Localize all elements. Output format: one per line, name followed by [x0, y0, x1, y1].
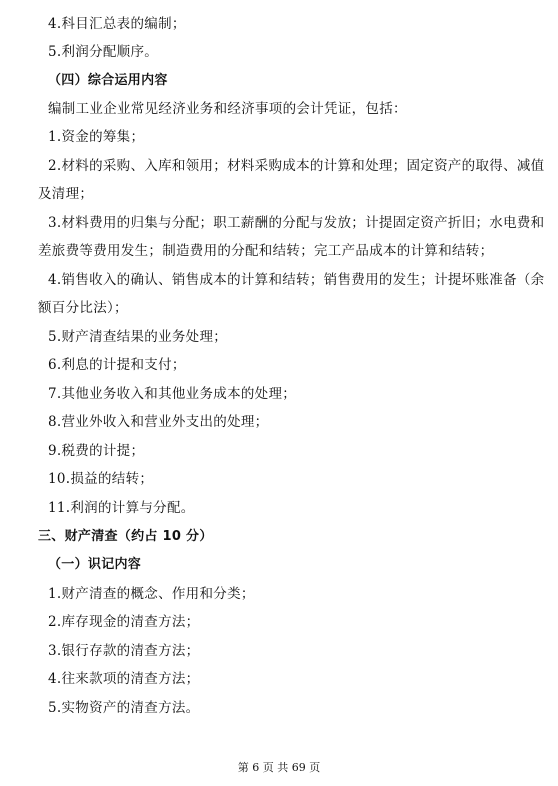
list-item: 1.财产清查的概念、作用和分类； — [48, 586, 255, 602]
list-item: 4.销售收入的确认、销售成本的计算和结转；销售费用的发生；计提坏账准备（余 — [48, 272, 545, 288]
list-item: 10.损益的结转； — [48, 471, 154, 487]
section-heading: （一）识记内容 — [48, 557, 142, 572]
list-item: 2.库存现金的清查方法； — [48, 614, 200, 630]
list-item-continuation: 额百分比法）； — [38, 300, 128, 316]
list-item-continuation: 及清理； — [38, 186, 94, 202]
list-item: 5.实物资产的清查方法。 — [48, 700, 200, 716]
list-item: 2.材料的采购、入库和领用；材料采购成本的计算和处理；固定资产的取得、减值 — [48, 158, 545, 174]
list-item: 1.资金的筹集； — [48, 129, 145, 145]
list-item: 7.其他业务收入和其他业务成本的处理； — [48, 386, 297, 402]
list-item: 4.往来款项的清查方法； — [48, 671, 200, 687]
list-item: 3.银行存款的清查方法； — [48, 643, 200, 659]
paragraph: 编制工业企业常见经济业务和经济事项的会计凭证，包括： — [48, 101, 407, 117]
list-item: 3.材料费用的归集与分配；职工薪酬的分配与发放；计提固定资产折旧；水电费和 — [48, 215, 545, 231]
list-item: 11.利润的计算与分配。 — [48, 500, 195, 516]
list-item: 6.利息的计提和支付； — [48, 357, 186, 373]
list-item-continuation: 差旅费等费用发生；制造费用的分配和结转；完工产品成本的计算和结转； — [38, 243, 494, 259]
list-item: 9.税费的计提； — [48, 443, 145, 459]
list-item: 5.财产清查结果的业务处理； — [48, 329, 228, 345]
chapter-heading: 三、财产清查（约占 10 分） — [38, 529, 213, 544]
list-item: 8.营业外收入和营业外支出的处理； — [48, 414, 269, 430]
section-heading: （四）综合运用内容 — [48, 73, 168, 88]
list-item: 5.利润分配顺序。 — [48, 44, 159, 60]
list-item: 4.科目汇总表的编制； — [48, 16, 186, 32]
page-number-footer: 第 6 页 共 69 页 — [237, 761, 321, 774]
